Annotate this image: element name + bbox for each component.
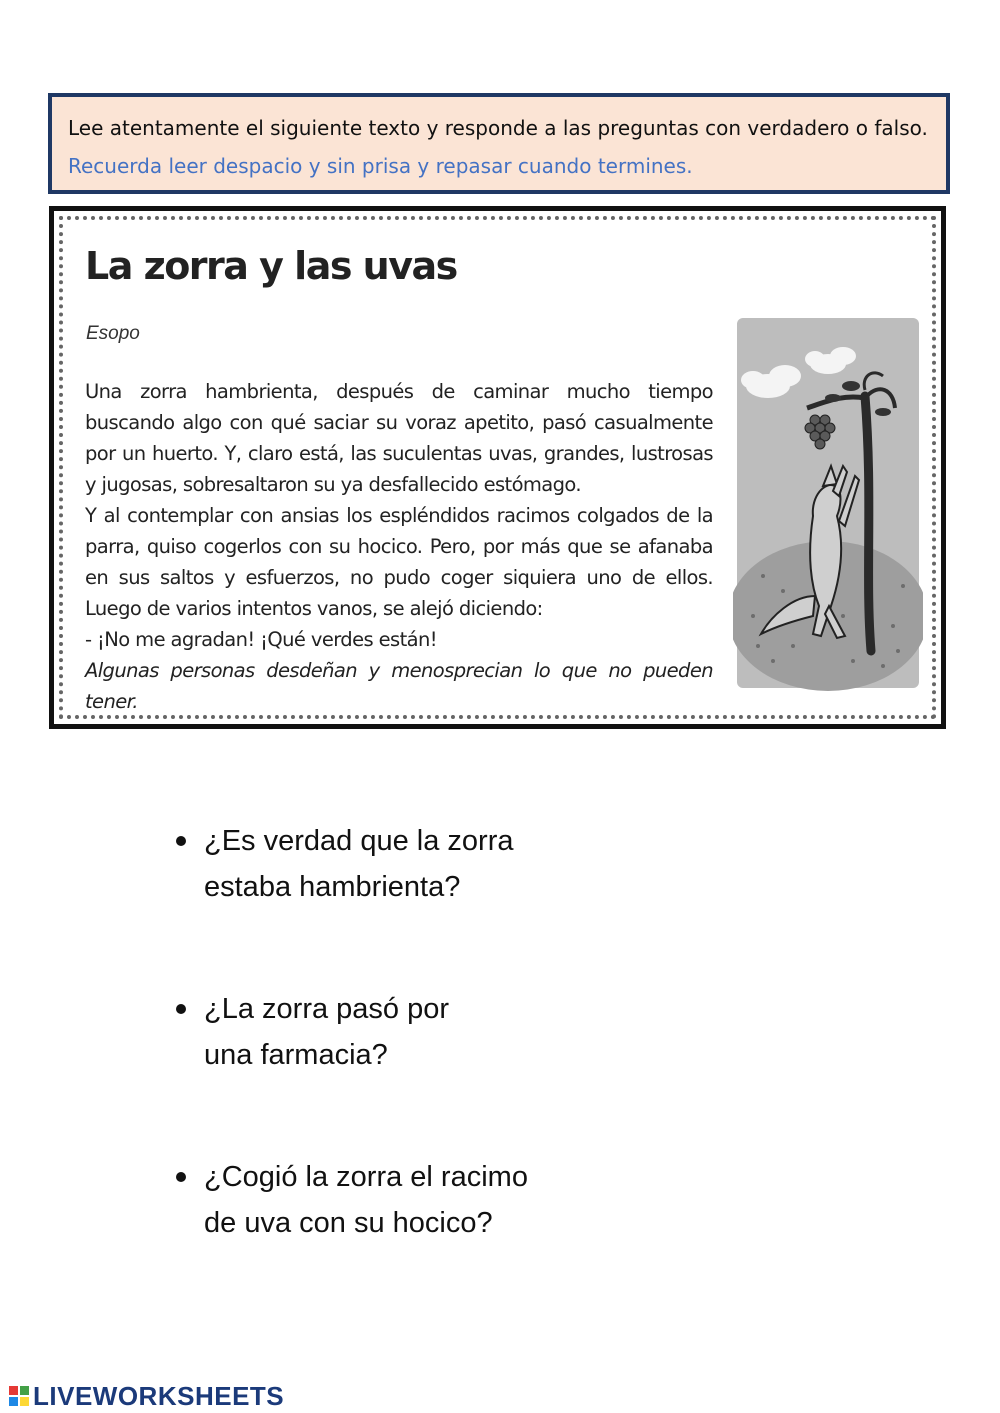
question-3 — [172, 1154, 634, 1246]
question-1-line-1: ¿Es verdad que la zorra — [204, 825, 514, 857]
instructions-highlight: Recuerda leer despacio y sin prisa y repasar cuando termines. — [68, 154, 693, 178]
story-paragraph-2: Y al contemplar con ansias los espléndidos racimos colgados de la parra, quiso cogerlos con su hocico. Pero, por más que se afanaba en sus saltos y esfuerzos, no pudo coger siquiera uno de ellos. Luego de varios intentos vanos, se alejó diciendo: — [85, 504, 713, 620]
story-title: La zorra y las uvas — [85, 244, 457, 288]
question-1-line-2: estaba hambrienta? — [204, 871, 461, 903]
brand-name: LIVEWORKSHEETS — [33, 1380, 285, 1411]
question-3-line-2: de uva con su hocico? — [204, 1207, 493, 1239]
story-inner-border — [59, 216, 936, 719]
liveworksheets-logo-icon — [8, 1385, 30, 1407]
instructions-text: Lee atentamente el siguiente texto y responde a las preguntas con verdadero o falso. — [68, 116, 928, 140]
story-paragraph-1: Una zorra hambrienta, después de caminar mucho tiempo buscando algo con qué saciar su voraz apetito, pasó casualmente por un huerto. Y, claro está, las suculentas uvas, grandes, lustrosas y jugosas, sobresaltaron su ya desfallecido estómago. — [85, 380, 713, 496]
fox-and-grapes-illustration — [733, 316, 923, 692]
question-3-line-1: ¿Cogió la zorra el racimo — [204, 1161, 528, 1193]
story-moral: Algunas personas desdeñan y menosprecian lo que no pueden tener. — [85, 659, 713, 713]
story-frame — [49, 206, 946, 729]
story-text — [85, 376, 713, 717]
bullet-icon — [176, 836, 186, 846]
instructions-box — [48, 93, 950, 194]
story-author: Esopo — [86, 323, 140, 344]
story-quote: - ¡No me agradan! ¡Qué verdes están! — [85, 628, 437, 651]
question-list — [172, 818, 634, 1246]
question-2-line-1: ¿La zorra pasó por — [204, 993, 450, 1025]
question-2-line-2: una farmacia? — [204, 1039, 388, 1071]
question-1 — [172, 818, 634, 910]
liveworksheets-brand[interactable] — [8, 1381, 284, 1411]
bullet-icon — [176, 1004, 186, 1014]
question-2 — [172, 986, 634, 1078]
bullet-icon — [176, 1172, 186, 1182]
